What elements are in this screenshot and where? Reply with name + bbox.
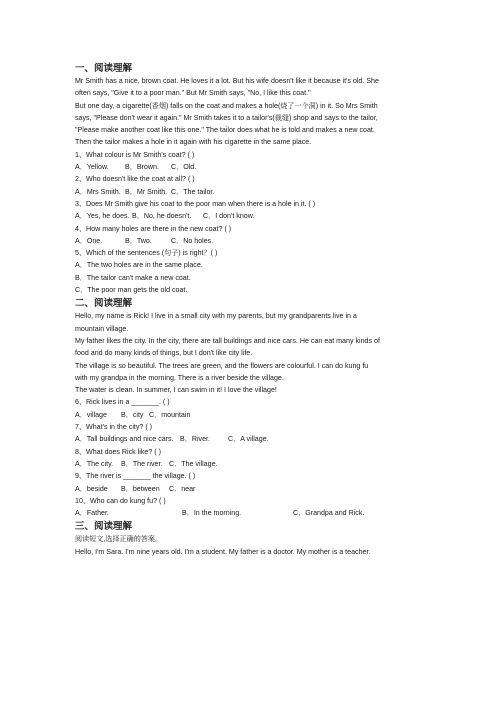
option-a[interactable]: A．The city. — [75, 459, 114, 468]
question-7-options — [75, 433, 427, 445]
option-a[interactable]: A．The two holes are in the same place. — [75, 261, 203, 270]
question-7: 7、What's in the city? ( ) — [75, 423, 153, 432]
passage-line: often says, "Give it to a poor man." But Mr Smith says, "No, I like this coat." — [75, 89, 311, 98]
question-8: 8、What does Rick like? ( ) — [75, 447, 161, 456]
question-10: 10、Who can do kung fu? ( ) — [75, 496, 166, 505]
passage-line: But one day, a cigarette(香烟) falls on the coat and makes a hole(烧了一个洞) in it. So Mrs Smith — [75, 101, 378, 110]
passage-line: The village is so beautiful. The trees are green, and the flowers are colourful. I can do kung fu — [75, 361, 369, 370]
option-c[interactable]: C．Old. — [171, 163, 197, 172]
option-c[interactable]: C．I don't know. — [203, 212, 255, 221]
question-10-options — [75, 507, 427, 519]
option-b[interactable]: B．city — [121, 410, 144, 419]
passage-line: mountain village. — [75, 324, 129, 333]
section-2-heading: 二、阅读理解 — [75, 298, 133, 310]
option-b[interactable]: B．The river. — [121, 459, 163, 468]
passage-line: Hello, I'm Sara. I'm nine years old. I'm a student. My father is a doctor. My mother is a teacher. — [75, 547, 371, 556]
option-c[interactable]: C．No holes. — [171, 236, 214, 245]
question-3-options — [75, 210, 427, 222]
section-1-passage — [75, 75, 427, 149]
option-b[interactable]: B．The tailor can't make a new coat. — [75, 273, 191, 282]
option-a[interactable]: A．Father. — [75, 509, 109, 518]
question-9-options — [75, 483, 427, 495]
passage-line: with my grandpa in the morning. There is a river beside the village. — [75, 373, 284, 382]
option-a[interactable]: A．beside — [75, 484, 108, 493]
option-c[interactable]: C．mountain — [149, 410, 191, 419]
passage-line: food and do many kinds of things, but I don't like city life. — [75, 349, 253, 358]
option-a[interactable]: A．Mrs Smith. — [75, 187, 121, 196]
option-b[interactable]: B．River. — [180, 435, 210, 444]
question-9: 9、The river is _______ the village. ( ) — [75, 472, 196, 481]
question-6-options — [75, 409, 427, 421]
question-2: 2、Who doesn't like the coat at all? ( ) — [75, 175, 195, 184]
passage-line: says, "Please don't wear it again." Mr Smith takes it to a tailor's(裁缝) shop and says to the tailor, — [75, 113, 378, 122]
option-a[interactable]: A．Tall buildings and nice cars. — [75, 435, 174, 444]
question-1: 1、What colour is Mr Smith's coat? ( ) — [75, 150, 195, 159]
option-b[interactable]: B．Mr Smith. — [125, 187, 168, 196]
option-a[interactable]: A．village — [75, 410, 107, 419]
section-3-instruction: 阅读短文,选择正确的答案。 — [75, 535, 163, 544]
option-a[interactable]: A．Yes, he does. — [75, 212, 130, 221]
question-6: 6、Rick lives in a _______. ( ) — [75, 398, 170, 407]
section-1-heading: 一、阅读理解 — [75, 63, 133, 74]
question-8-options — [75, 458, 427, 470]
option-c[interactable]: C．The village. — [169, 459, 218, 468]
option-c[interactable]: C．Grandpa and Rick. — [293, 509, 365, 518]
question-1-options — [75, 161, 427, 173]
option-b[interactable]: B．Brown. — [125, 163, 159, 172]
option-b[interactable]: B．Two. — [125, 236, 152, 245]
option-c[interactable]: C．The tailor. — [171, 187, 215, 196]
passage-line: My father likes the city. In the city, there are tall buildings and nice cars. He can eat many kinds of — [75, 336, 380, 345]
option-a[interactable]: A．Yellow. — [75, 163, 109, 172]
section-2-passage — [75, 310, 427, 396]
option-b[interactable]: B．No, he doesn't. — [132, 212, 192, 221]
worksheet-page — [75, 62, 427, 558]
question-3: 3、Does Mr Smith give his coat to the poor man when there is a hole in it. ( ) — [75, 199, 316, 208]
section-3-heading: 三、阅读理解 — [75, 521, 133, 533]
question-4: 4、How many holes are there in the new coat? ( ) — [75, 224, 232, 233]
option-b[interactable]: B．In the morning. — [182, 509, 242, 518]
question-5: 5、Which of the sentences (句子) is right？( ) — [75, 249, 218, 258]
passage-line: Then the tailor makes a hole in it again with his cigarette in the same place. — [75, 138, 312, 147]
option-c[interactable]: C．near — [169, 484, 196, 493]
option-c[interactable]: C．A village. — [228, 435, 269, 444]
passage-line: "Please make another coat like this one." The tailor does what he is told and makes a new coat. — [75, 126, 375, 135]
option-c[interactable]: C．The poor man gets the old coat. — [75, 286, 188, 295]
option-a[interactable]: A．One. — [75, 236, 103, 245]
passage-line: Hello, my name is Rick! I live in a small city with my parents, but my grandparents live in a — [75, 312, 357, 321]
passage-line: The water is clean. In summer, I can swim in it! I love the village! — [75, 386, 277, 395]
question-2-options — [75, 186, 427, 198]
option-b[interactable]: B．between — [121, 484, 160, 493]
question-4-options — [75, 235, 427, 247]
passage-line: Mr Smith has a nice, brown coat. He loves it a lot. But his wife doesn't like it because it's old. She — [75, 77, 379, 85]
